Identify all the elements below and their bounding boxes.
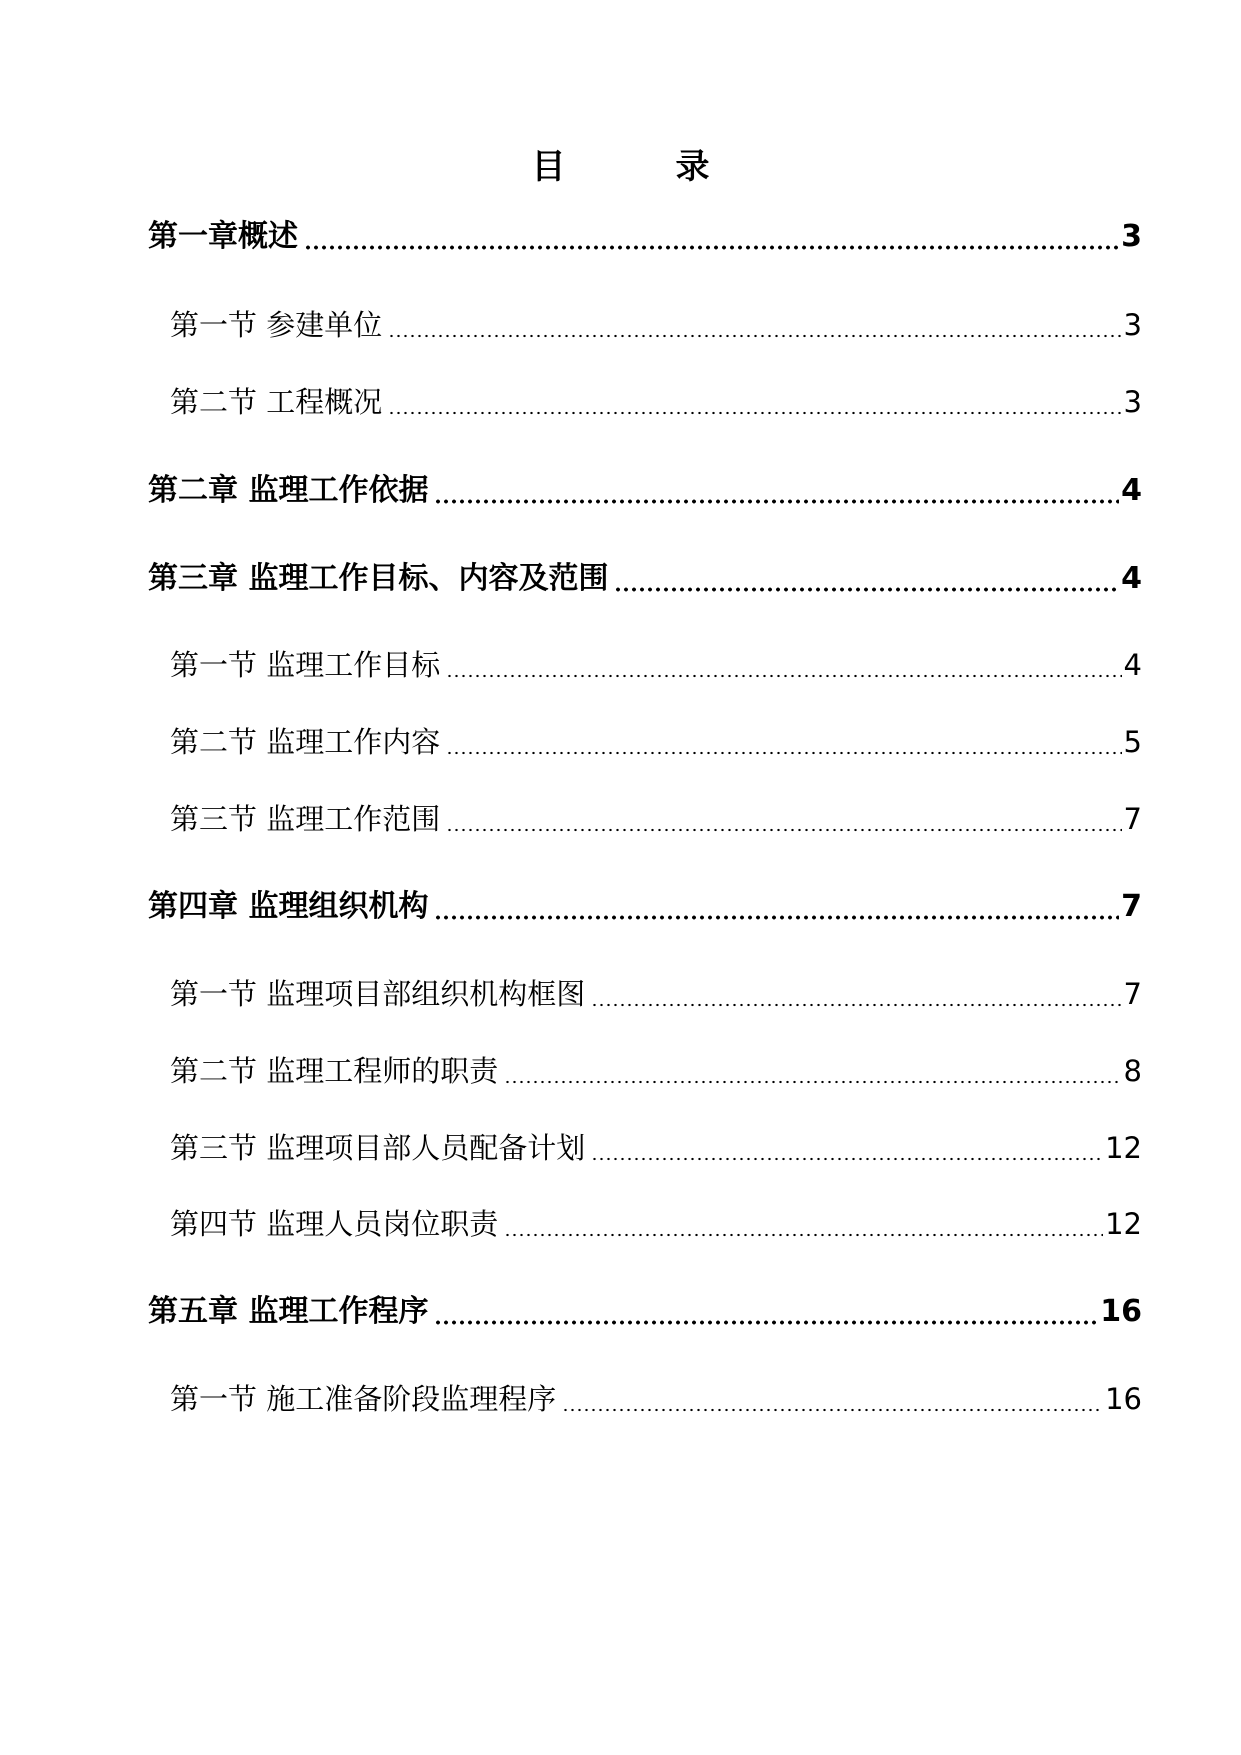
toc-entry-text: 第一节 监理工作目标 <box>170 648 441 682</box>
toc-entry-page-number: 7 <box>1123 802 1142 836</box>
toc-entry-section[interactable] <box>170 379 1142 425</box>
toc-entry-section[interactable] <box>170 642 1142 688</box>
toc-entry-text: 第二节 工程概况 <box>170 385 383 419</box>
toc-entry-page-number: 7 <box>1123 977 1142 1011</box>
toc-entry-section[interactable] <box>170 796 1142 842</box>
toc-entry-page-number: 5 <box>1123 725 1142 759</box>
toc-leader-dots <box>304 245 1119 250</box>
toc-leader-dots <box>434 499 1119 504</box>
toc-leader-dots <box>591 1003 1121 1007</box>
toc-leader-dots <box>446 674 1121 678</box>
toc-entry-text: 第三章 监理工作目标、内容及范围 <box>148 561 609 596</box>
toc-entry-text: 第一节 参建单位 <box>170 308 383 342</box>
toc-leader-dots <box>504 1080 1121 1084</box>
toc-entry-section[interactable] <box>170 302 1142 348</box>
toc-title <box>0 145 1241 189</box>
toc-entry-text: 第四章 监理组织机构 <box>148 889 429 924</box>
toc-entry-page-number: 4 <box>1123 648 1142 682</box>
toc-leader-dots <box>446 751 1121 755</box>
toc-entry-chapter[interactable] <box>148 468 1142 514</box>
toc-leader-dots <box>614 587 1119 592</box>
toc-entry-text: 第一节 监理项目部组织机构框图 <box>170 977 586 1011</box>
toc-title-char-1: 目 <box>531 147 566 187</box>
toc-entry-section[interactable] <box>170 719 1142 765</box>
toc-leader-dots <box>562 1408 1103 1412</box>
toc-entry-chapter[interactable] <box>148 1289 1142 1335</box>
toc-entry-section[interactable] <box>170 1201 1142 1247</box>
toc-entry-section[interactable] <box>170 1125 1142 1171</box>
toc-entry-page-number: 12 <box>1105 1131 1142 1165</box>
toc-entry-chapter[interactable] <box>148 556 1142 602</box>
toc-leader-dots <box>591 1157 1103 1161</box>
toc-entry-page-number: 3 <box>1121 219 1142 254</box>
toc-entry-page-number: 16 <box>1100 1294 1142 1329</box>
toc-entry-chapter[interactable] <box>148 884 1142 930</box>
toc-entry-chapter[interactable] <box>148 214 1142 260</box>
toc-entry-text: 第三节 监理项目部人员配备计划 <box>170 1131 586 1165</box>
toc-entry-section[interactable] <box>170 971 1142 1017</box>
toc-leader-dots <box>434 915 1119 920</box>
toc-entry-text: 第一章概述 <box>148 219 298 254</box>
toc-entry-page-number: 4 <box>1121 473 1142 508</box>
toc-entry-text: 第四节 监理人员岗位职责 <box>170 1207 499 1241</box>
toc-entry-page-number: 3 <box>1123 308 1142 342</box>
toc-entry-page-number: 7 <box>1121 889 1142 924</box>
toc-leader-dots <box>388 334 1121 338</box>
toc-leader-dots <box>434 1320 1098 1325</box>
toc-leader-dots <box>446 828 1121 832</box>
toc-entry-text: 第五章 监理工作程序 <box>148 1294 429 1329</box>
toc-entry-page-number: 8 <box>1123 1054 1142 1088</box>
toc-entry-page-number: 4 <box>1121 561 1142 596</box>
toc-entry-text: 第一节 施工准备阶段监理程序 <box>170 1382 557 1416</box>
toc-leader-dots <box>504 1233 1103 1237</box>
toc-entry-text: 第三节 监理工作范围 <box>170 802 441 836</box>
toc-entry-page-number: 16 <box>1105 1382 1142 1416</box>
toc-entry-text: 第二节 监理工作内容 <box>170 725 441 759</box>
toc-title-char-2: 录 <box>675 147 710 187</box>
toc-entry-text: 第二章 监理工作依据 <box>148 473 429 508</box>
toc-entry-page-number: 3 <box>1123 385 1142 419</box>
toc-entry-section[interactable] <box>170 1048 1142 1094</box>
toc-entry-page-number: 12 <box>1105 1207 1142 1241</box>
toc-leader-dots <box>388 411 1121 415</box>
toc-entry-text: 第二节 监理工程师的职责 <box>170 1054 499 1088</box>
toc-entry-section[interactable] <box>170 1376 1142 1422</box>
